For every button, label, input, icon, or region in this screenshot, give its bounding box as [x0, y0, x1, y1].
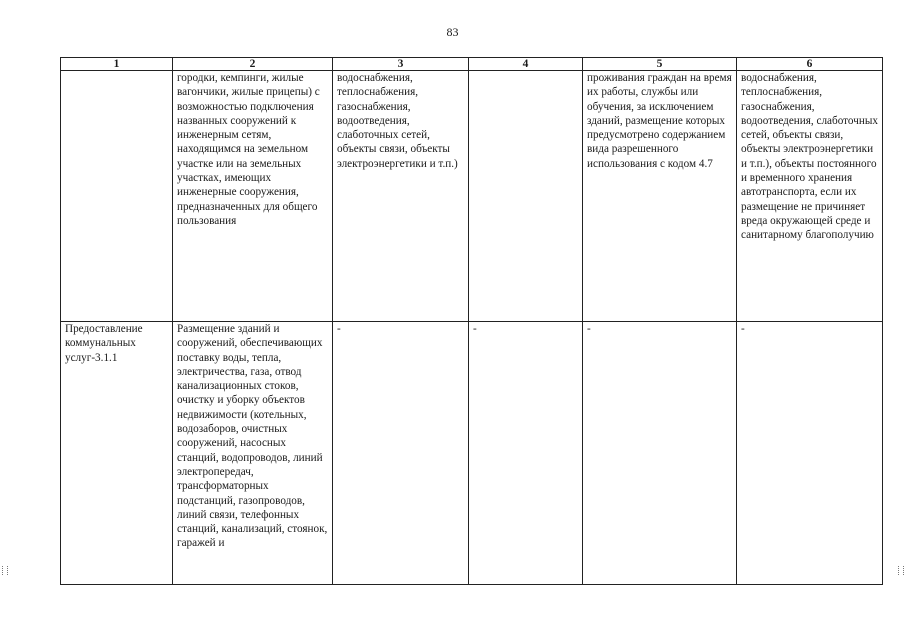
column-header-1: 1: [61, 58, 173, 71]
table-cell: [737, 322, 883, 585]
cell-text: городки, кемпинги, жилые вагончики, жилые прицепы) с возможностью подключения названных сооружений к инженерным сетям, находящимся на земельном участке или на земельных участках, имеющих инженерные сооружения, предназначенных для общего пользования: [177, 72, 320, 227]
table-cell: [583, 322, 737, 585]
cell-text: проживания граждан на время их работы, службы или обучения, за исключением зданий, размещение которых предусмотрено содержанием вида разрешенного использования с кодом 4.7: [587, 72, 732, 170]
column-header-2: 2: [173, 58, 333, 71]
dash-mark: -: [741, 323, 745, 335]
dash-mark: -: [337, 323, 341, 335]
land-use-type: Предоставление коммунальных услуг-3.1.1: [65, 323, 143, 364]
column-header-4: 4: [469, 58, 583, 71]
land-use-table: [60, 57, 883, 585]
table-cell: [61, 71, 173, 322]
table-header-row: [61, 58, 883, 71]
table-cell: [469, 322, 583, 585]
column-header-3: 3: [333, 58, 469, 71]
dash-mark: -: [587, 323, 591, 335]
cell-text: водоснабжения, теплоснабжения, газоснабжения, водоотведения, слаботочных сетей, объекты связи, объекты электроэнергетики и т.п.), объекты постоянного и временного хранения автотранспорта, если их размещение не причиняет вреда окружающей среде и санитарному благополучию: [741, 72, 878, 242]
column-header-5: 5: [583, 58, 737, 71]
table-cell: [333, 71, 469, 322]
column-header-6: 6: [737, 58, 883, 71]
table-row: [61, 322, 883, 585]
table-row: [61, 71, 883, 322]
dash-mark: -: [473, 323, 477, 335]
scan-edge-mark: [2, 566, 8, 575]
table-cell: [469, 71, 583, 322]
table-cell: [583, 71, 737, 322]
table-cell: [737, 71, 883, 322]
table-cell: [333, 322, 469, 585]
scan-edge-mark: [898, 566, 904, 575]
table-cell: [173, 322, 333, 585]
cell-text: водоснабжения, теплоснабжения, газоснабжения, водоотведения, слаботочных сетей, объекты связи, объекты электроэнергетики и т.п.): [337, 72, 458, 170]
table-cell: [173, 71, 333, 322]
page-number: 83: [446, 25, 459, 39]
table-cell: [61, 322, 173, 585]
cell-text: Размещение зданий и сооружений, обеспечивающих поставку воды, тепла, электричества, газа, отвод канализационных стоков, очистку и уборку объектов недвижимости (котельных, водозаборов, очистных сооружений, насосных станций, водопроводов, линий электропередач, трансформаторных подстанций, газопроводов, линий связи, телефонных станций, канализаций, стоянок, гаражей и: [177, 323, 328, 550]
